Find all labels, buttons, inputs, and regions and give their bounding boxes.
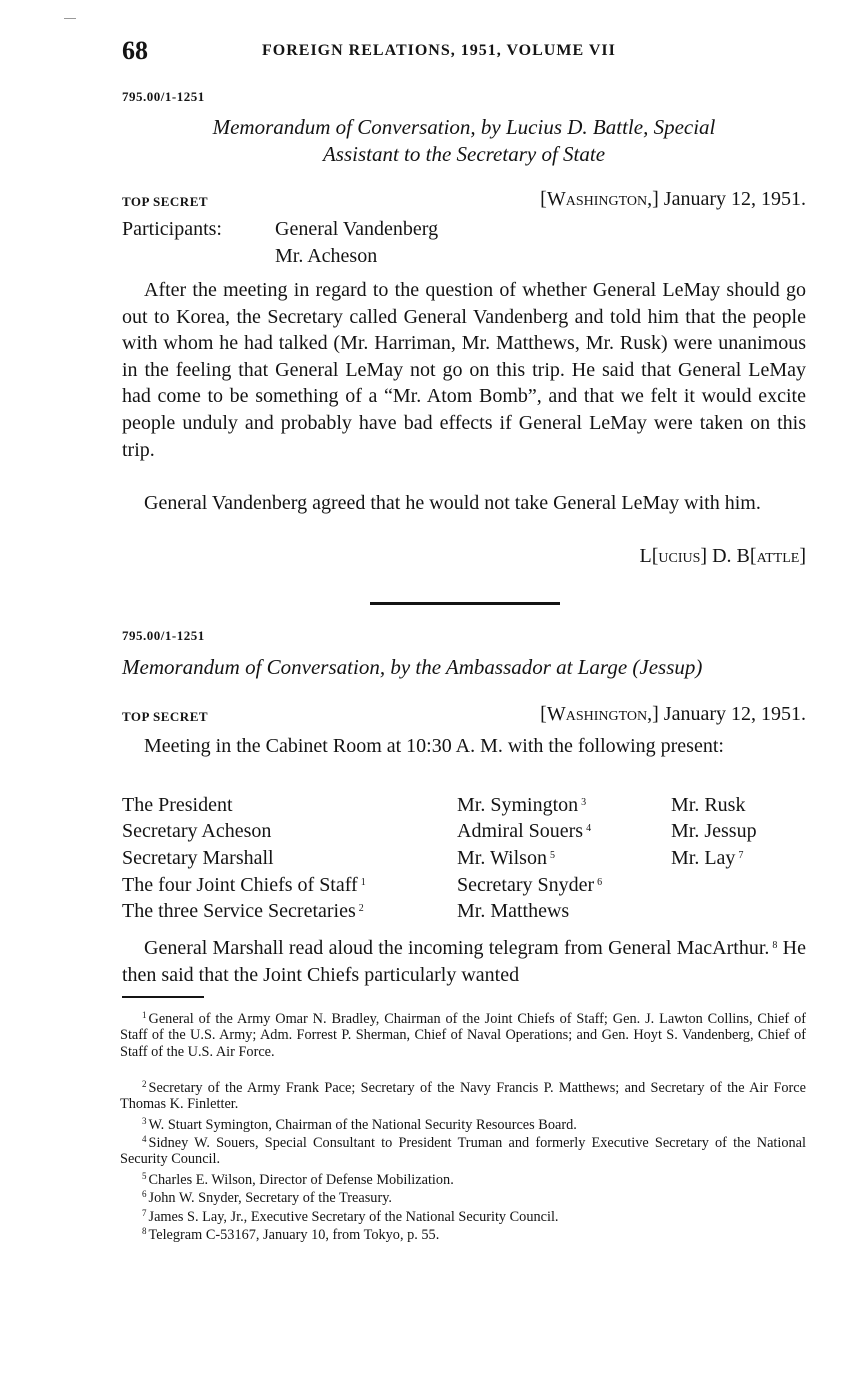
doc1-date: January 12, 1951. <box>663 188 806 210</box>
attendee <box>457 847 555 870</box>
doc2-title-close: ) <box>695 655 703 679</box>
attendee <box>457 900 569 923</box>
section-divider <box>370 602 560 605</box>
attendee-name: Admiral Souers <box>457 820 584 842</box>
footnote-text: Telegram C-53167, January 10, from Tokyo, p. 55. <box>148 1227 440 1243</box>
attendee <box>457 794 586 817</box>
footnote-6 <box>120 1186 806 1206</box>
footnote-1 <box>120 1007 806 1060</box>
doc2-title-main: Memorandum of Conversation, by the Ambassador at Large ( <box>122 655 640 679</box>
attendee-name: The President <box>122 794 233 816</box>
participants-label: Participants: <box>122 218 222 240</box>
footnote-mark: 3 <box>142 1116 147 1126</box>
footnote-mark: 4 <box>142 1134 147 1144</box>
footnote-text: James S. Lay, Jr., Executive Secretary of the National Security Council. <box>148 1209 559 1225</box>
footnote-text: John W. Snyder, Secretary of the Treasury. <box>148 1190 392 1206</box>
attendee-name: Mr. Jessup <box>671 820 757 842</box>
attendee <box>671 820 757 843</box>
footnote-text: W. Stuart Symington, Chairman of the National Security Resources Board. <box>148 1117 577 1133</box>
doc2-paragraph-1 <box>122 935 806 988</box>
participant-2: Mr. Acheson <box>275 245 378 267</box>
attendee-name: The three Service Secretaries <box>122 900 356 922</box>
signature-initial-b: B <box>736 545 750 567</box>
attendee <box>671 847 743 870</box>
scan-mark <box>64 18 76 19</box>
footnote-mark: 2 <box>142 1079 147 1089</box>
doc1-title-line-2: Assistant to the Secretary of State <box>322 142 606 166</box>
doc1-classification: TOP SECRET <box>122 194 209 209</box>
attendee <box>122 874 366 897</box>
signature-ucius: ucius <box>658 545 701 567</box>
doc2-paragraph-1-end: He then said that the Joint Chiefs particularly wanted <box>122 937 806 986</box>
attendee-name: Mr. Wilson <box>457 847 547 869</box>
footnote-2 <box>120 1076 806 1113</box>
doc1-signature: L[ucius] D. B[attle] <box>639 545 806 567</box>
footnote-mark: 5 <box>142 1171 147 1181</box>
footnote-mark: 6 <box>142 1189 147 1199</box>
doc2-dateline: [Washington,] January 12, 1951. <box>540 703 806 725</box>
attendee <box>457 820 591 843</box>
doc2-classification: TOP SECRET <box>122 709 209 724</box>
footnote-ref: 6 <box>597 877 603 888</box>
attendee-name: Secretary Acheson <box>122 820 272 842</box>
footnote-ref: 3 <box>581 797 587 808</box>
footnote-ref: 4 <box>586 823 592 834</box>
footnote-divider <box>122 996 204 998</box>
doc1-paragraph-1 <box>122 277 806 463</box>
footnote-ref: 5 <box>549 850 555 861</box>
doc2-paragraph-1-start: General Marshall read aloud the incoming telegram from General MacArthur. <box>144 937 770 959</box>
doc2-date: January 12, 1951. <box>663 703 806 725</box>
doc1-title-line-1: Memorandum of Conversation, by Lucius D. Battle, Special <box>212 115 716 139</box>
page-header <box>122 36 806 72</box>
doc1-date-place: Washington, <box>546 188 653 210</box>
attendee-name: The four Joint Chiefs of Staff <box>122 874 358 896</box>
attendee-name: Mr. Matthews <box>457 900 570 922</box>
footnote-8 <box>120 1223 806 1243</box>
doc1-paragraph-2-text: General Vandenberg agreed that he would not take General LeMay with him. <box>144 492 761 514</box>
footnote-text: Charles E. Wilson, Director of Defense Mobilization. <box>148 1172 454 1188</box>
doc2-intro-text: Meeting in the Cabinet Room at 10:30 A. M. with the following present: <box>144 735 724 757</box>
doc2-intro <box>122 733 806 760</box>
attendee-name: Mr. Lay <box>671 847 736 869</box>
attendee <box>122 900 364 923</box>
doc2-file-number: 795.00/1-1251 <box>122 628 205 643</box>
signature-middle-initial: D. <box>712 545 732 567</box>
attendee <box>671 794 745 817</box>
running-head: FOREIGN RELATIONS, 1951, VOLUME VII <box>262 42 616 59</box>
signature-initial-l: L <box>639 545 652 567</box>
attendee <box>122 847 274 870</box>
attendee-name: Secretary Snyder <box>457 874 595 896</box>
doc1-paragraph-2 <box>122 490 806 517</box>
attendee <box>122 820 271 843</box>
doc1-paragraph-1-text: After the meeting in regard to the question of whether General LeMay should go out to Korea, the Secretary called General Vandenberg and told him that the people with whom he had talked (Mr. Harriman, Mr. Matthews, Mr. Rusk) were unanimous in the feeling that General LeMay not go on this trip. He said that General LeMay had come to be something of a “Mr. Atom Bomb”, and that we felt it would excite people unduly and probably have bad effects if General LeMay were taken on this trip. <box>122 279 806 461</box>
page-number: 68 <box>122 36 148 65</box>
doc2-title-name: Jessup <box>639 655 696 679</box>
attendee <box>457 874 602 897</box>
attendee <box>122 794 233 817</box>
doc1-dateline: [Washington,] January 12, 1951. <box>540 188 806 210</box>
footnote-mark: 7 <box>142 1208 147 1218</box>
signature-attle: attle <box>756 545 800 567</box>
doc1-title <box>122 114 806 168</box>
doc1-file-number: 795.00/1-1251 <box>122 89 205 104</box>
footnote-ref: 8 <box>772 940 778 951</box>
doc2-title <box>122 654 806 681</box>
footnote-ref: 2 <box>358 903 364 914</box>
footnote-ref: 7 <box>738 850 744 861</box>
footnote-mark: 1 <box>142 1010 147 1020</box>
footnote-text: General of the Army Omar N. Bradley, Chairman of the Joint Chiefs of Staff; Gen. J. Lawton Collins, Chief of Staff of the U.S. Army; Adm. Forrest P. Sherman, Chief of Naval Operations; and Gen. Hoyt S. Vandenberg, Chief of Staff of the U.S. Air Force. <box>120 1011 806 1060</box>
footnote-text: Secretary of the Army Frank Pace; Secretary of the Navy Francis P. Matthews; and Secretary of the Air Force Thomas K. Finletter. <box>120 1080 806 1113</box>
attendee-name: Secretary Marshall <box>122 847 274 869</box>
footnote-ref: 1 <box>360 877 366 888</box>
participant-1: General Vandenberg <box>275 218 439 240</box>
footnote-4 <box>120 1131 806 1168</box>
attendee-name: Mr. Symington <box>457 794 579 816</box>
doc2-date-place: Washington, <box>546 703 653 725</box>
footnote-text: Sidney W. Souers, Special Consultant to President Truman and formerly Executive Secretary of the National Security Council. <box>120 1135 806 1168</box>
footnote-mark: 8 <box>142 1226 147 1236</box>
attendee-name: Mr. Rusk <box>671 794 746 816</box>
